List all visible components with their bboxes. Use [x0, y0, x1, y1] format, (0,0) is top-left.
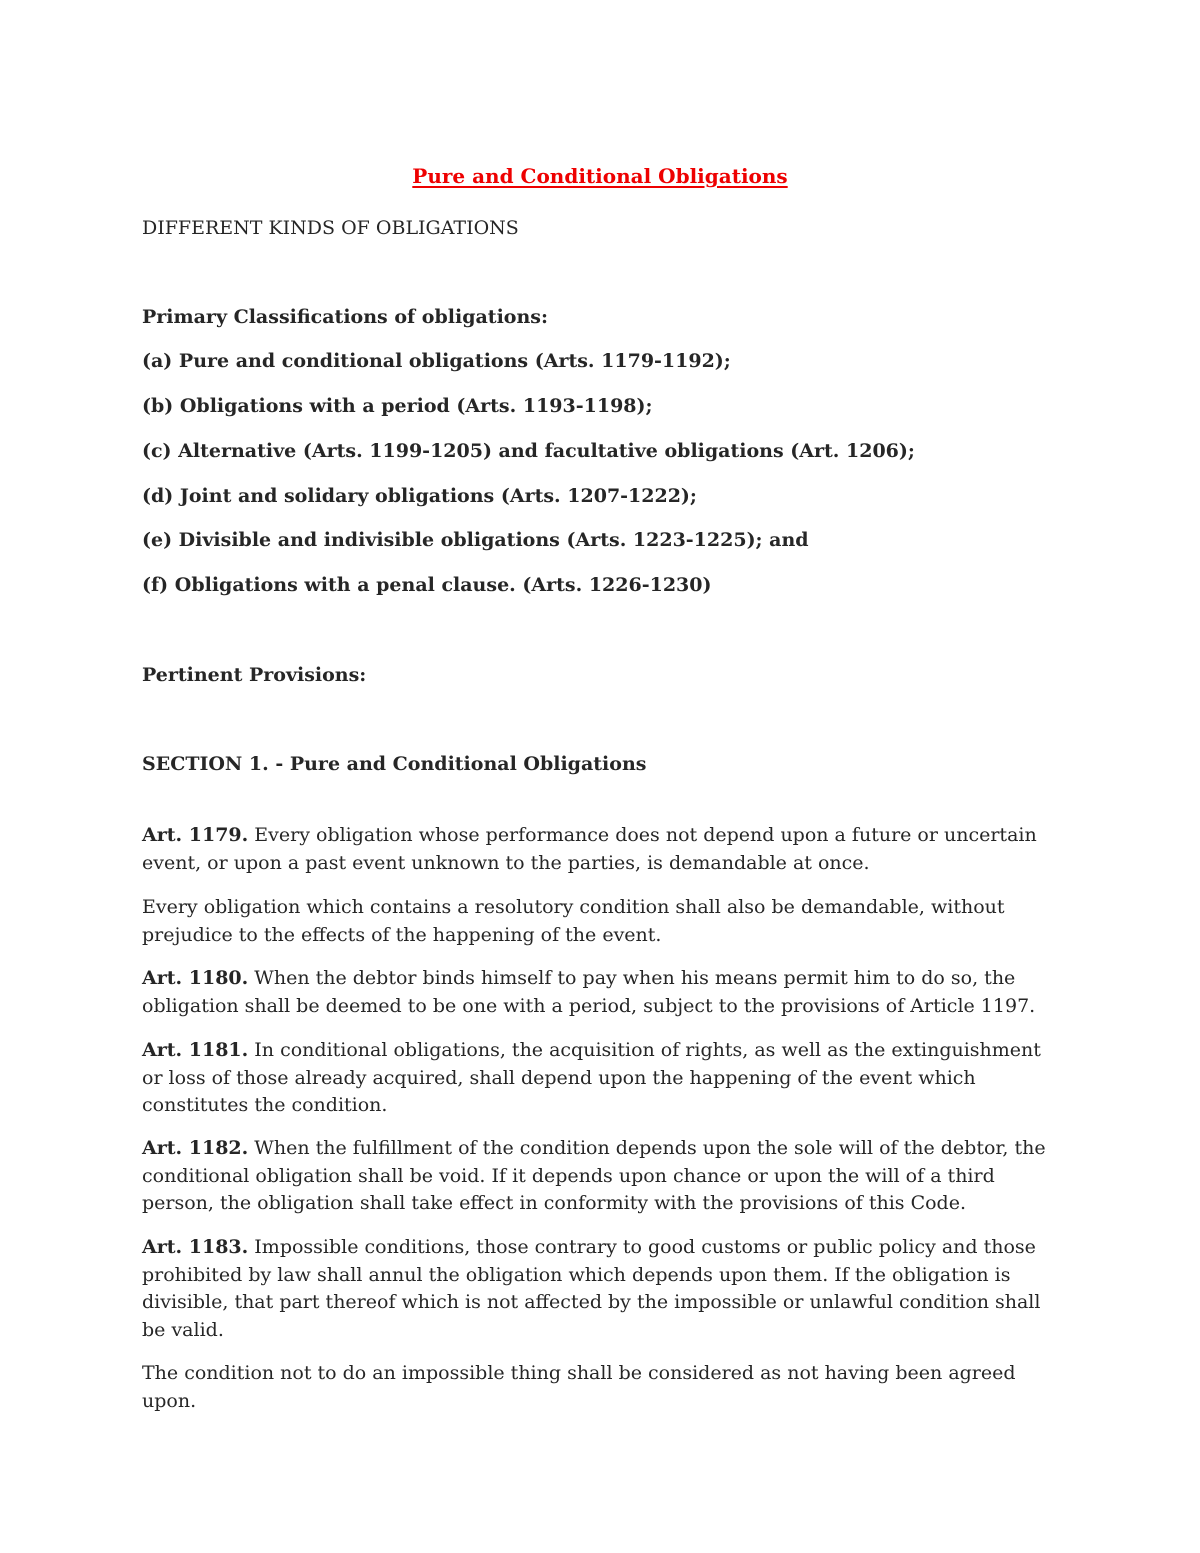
article-label: Art. 1183. [142, 1236, 249, 1258]
article-text: Every obligation which contains a resolutory condition shall also be demandable, without prejudice to the effects of the happening of the event. [142, 896, 1005, 946]
article-1183 [142, 1234, 1060, 1344]
classification-item: (e) Divisible and indivisible obligations (Arts. 1223-1225); and [142, 529, 809, 551]
classification-item: (d) Joint and solidary obligations (Arts. 1207-1222); [142, 485, 697, 507]
article-text: The condition not to do an impossible thing shall be considered as not having been agreed upon. [142, 1362, 1016, 1412]
classification-item: (a) Pure and conditional obligations (Arts. 1179-1192); [142, 350, 731, 372]
article-label: Art. 1180. [142, 967, 249, 989]
section-heading: SECTION 1. - Pure and Conditional Obligations [142, 753, 647, 775]
article-text: Every obligation whose performance does not depend upon a future or uncertain event, or upon a past event unknown to the parties, is demandable at once. [142, 824, 1037, 874]
pertinent-provisions-heading: Pertinent Provisions: [142, 664, 367, 686]
article-text: In conditional obligations, the acquisition of rights, as well as the extinguishment or loss of those already acquired, shall depend upon the happening of the event which constitutes the condition. [142, 1039, 1041, 1116]
article-label: Art. 1179. [142, 824, 249, 846]
article-1181 [142, 1037, 1060, 1120]
article-1179 [142, 822, 1060, 877]
article-1182 [142, 1135, 1060, 1218]
article-label: Art. 1181. [142, 1039, 249, 1061]
article-1180 [142, 965, 1060, 1020]
primary-classifications-heading: Primary Classifications of obligations: [142, 306, 548, 328]
classification-item: (c) Alternative (Arts. 1199-1205) and facultative obligations (Art. 1206); [142, 440, 915, 462]
kinds-heading: DIFFERENT KINDS OF OBLIGATIONS [142, 217, 519, 239]
classification-item: (b) Obligations with a period (Arts. 1193-1198); [142, 395, 653, 417]
article-label: Art. 1182. [142, 1137, 249, 1159]
article-1179-paragraph-2 [142, 894, 1060, 949]
article-text: When the debtor binds himself to pay when his means permit him to do so, the obligation shall be deemed to be one with a period, subject to the provisions of Article 1197. [142, 967, 1036, 1017]
classification-item: (f) Obligations with a penal clause. (Arts. 1226-1230) [142, 574, 712, 596]
article-text: When the fulfillment of the condition depends upon the sole will of the debtor, the conditional obligation shall be void. If it depends upon chance or upon the will of a third person, the obligation shall take effect in conformity with the provisions of this Code. [142, 1137, 1046, 1214]
article-1183-paragraph-2 [142, 1360, 1060, 1415]
article-text: Impossible conditions, those contrary to good customs or public policy and those prohibited by law shall annul the obligation which depends upon them. If the obligation is divisible, that part thereof which is not affected by the impossible or unlawful condition shall be valid. [142, 1236, 1041, 1341]
document-title: Pure and Conditional Obligations [412, 164, 788, 188]
